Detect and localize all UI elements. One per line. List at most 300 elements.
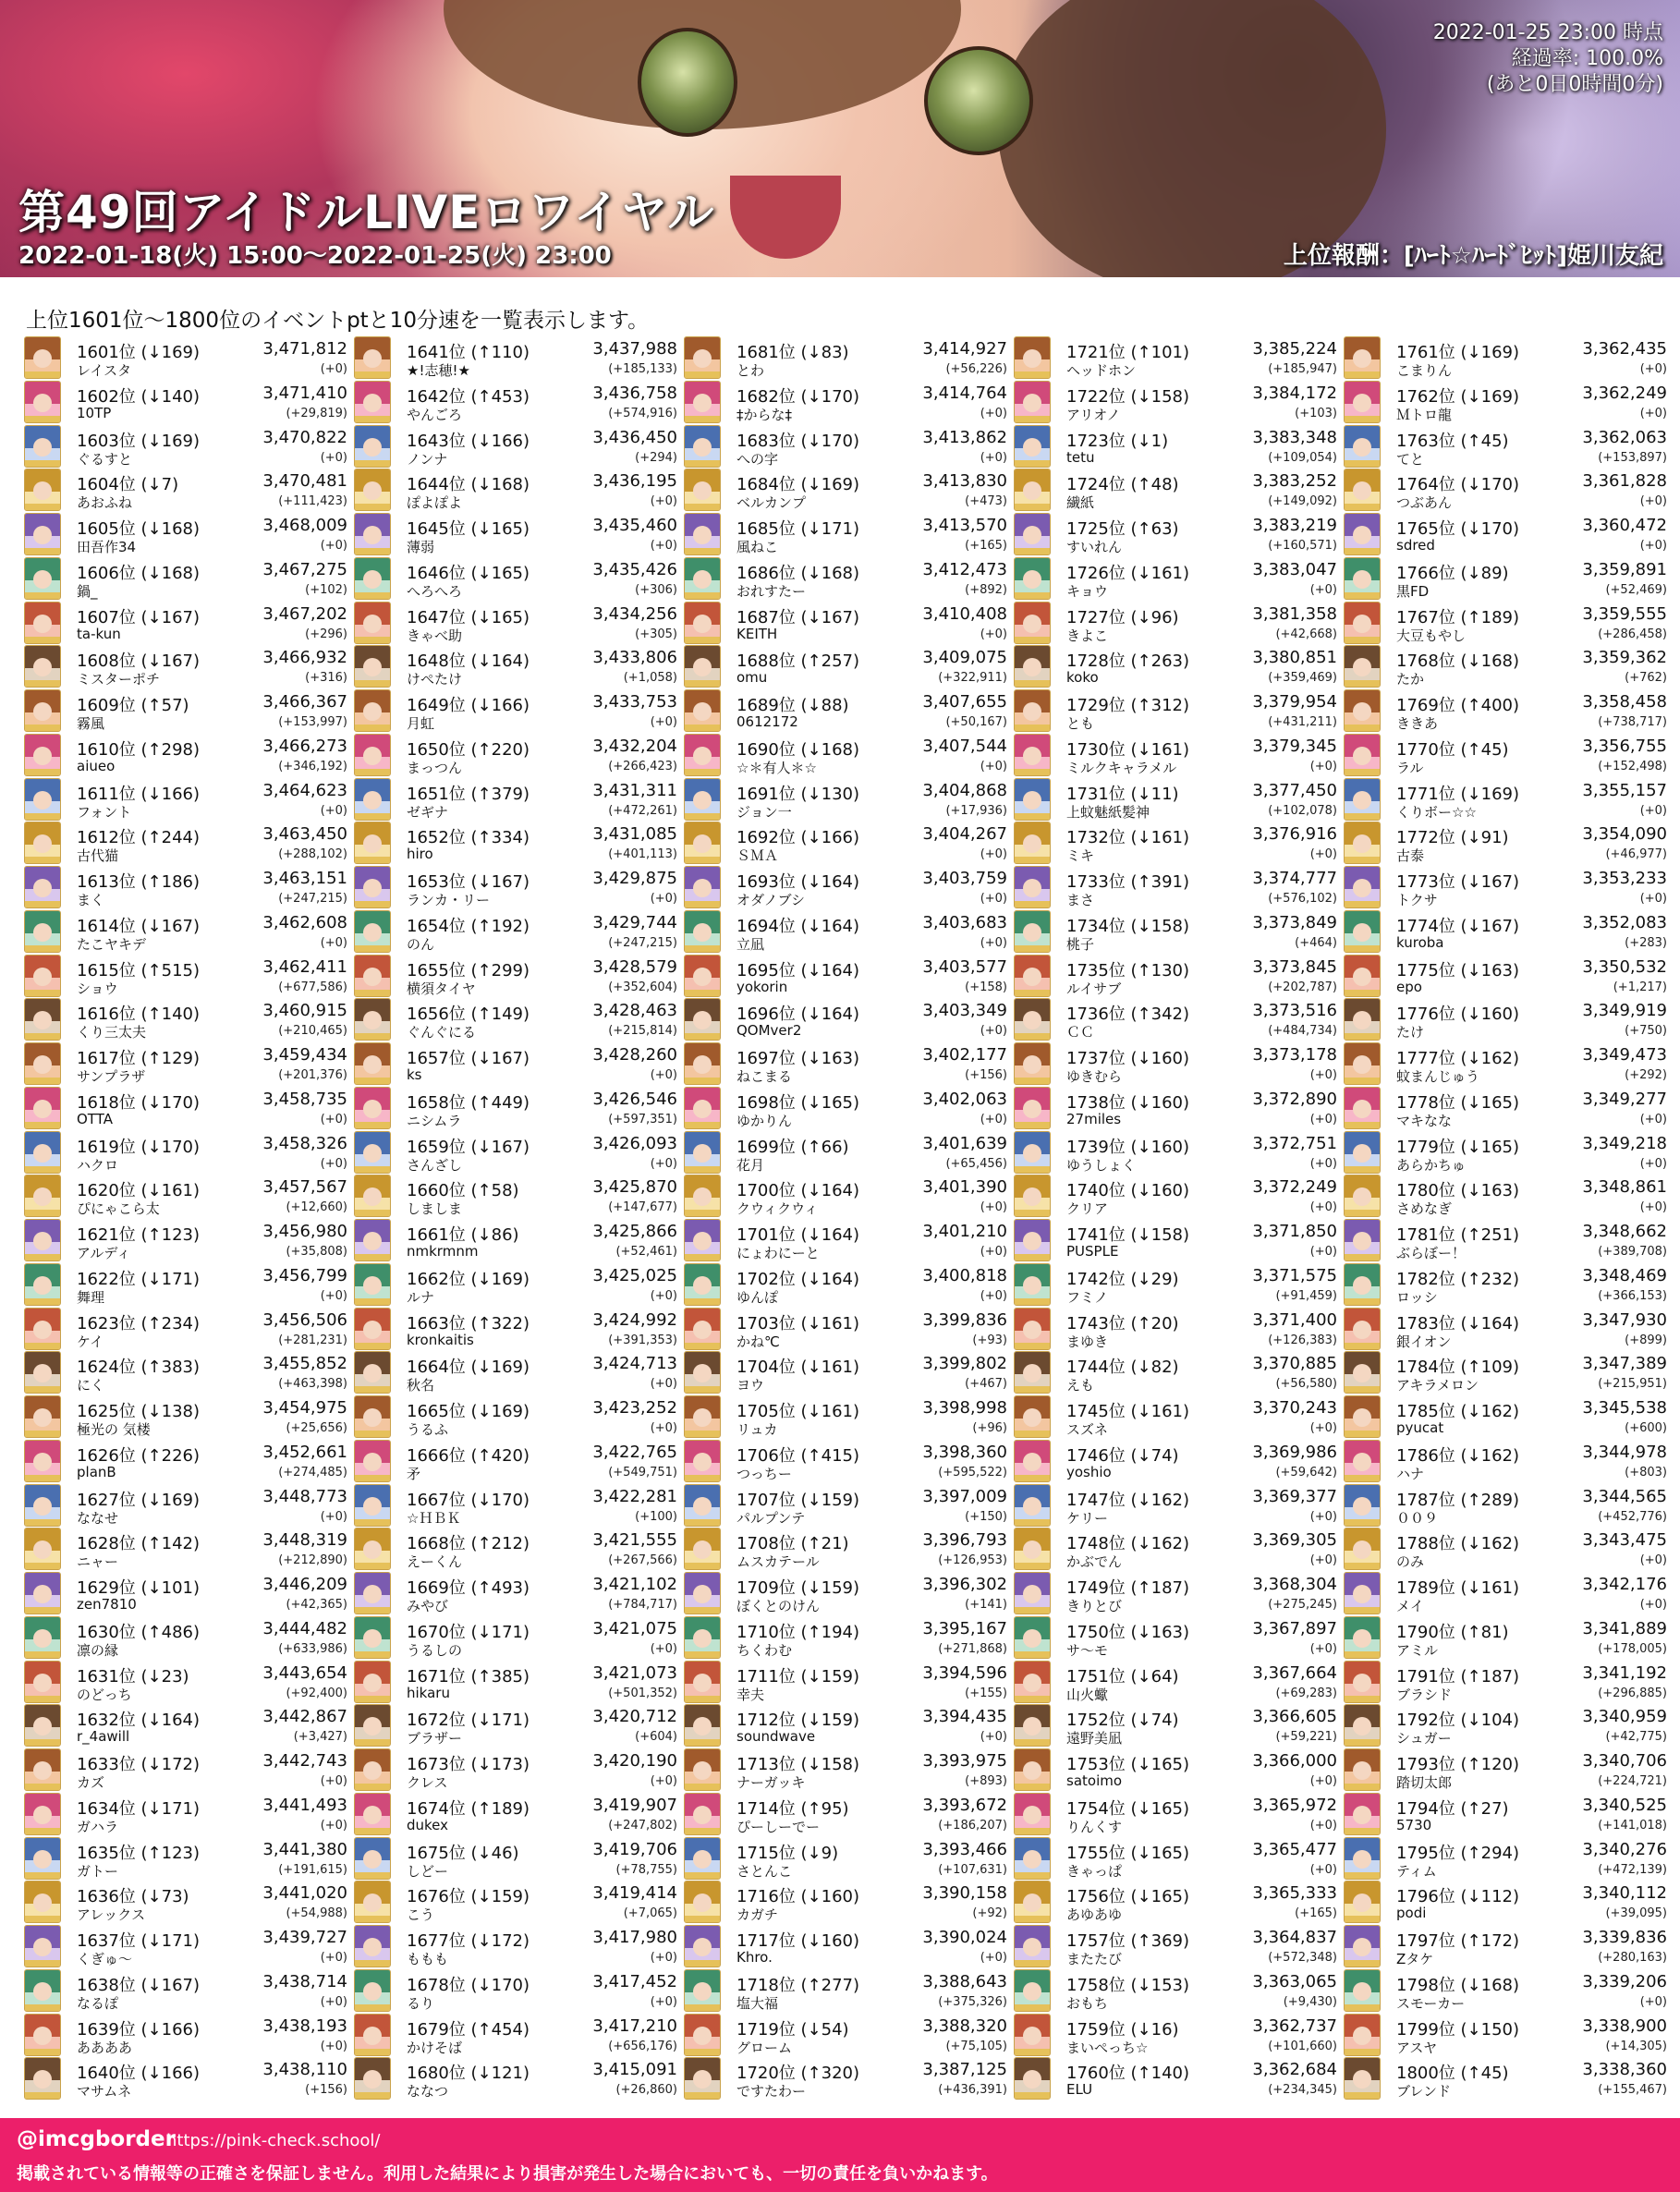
- rank-text: 1764位 (↓170): [1396, 475, 1520, 495]
- rank-text: 1798位 (↓168): [1396, 1975, 1520, 1995]
- player-name: 古代猫: [77, 847, 119, 865]
- speed-text: (+0): [1639, 1994, 1667, 2009]
- idol-card-thumbnail: [1344, 1042, 1381, 1085]
- rank-text: 1645位 (↓165): [407, 519, 530, 539]
- rank-text: 1697位 (↓163): [737, 1049, 860, 1068]
- idol-card-thumbnail: [1344, 1969, 1381, 2012]
- idol-card-thumbnail: [1014, 1308, 1051, 1350]
- player-name: ケイ: [77, 1333, 103, 1350]
- score-text: 3,441,020: [262, 1883, 347, 1904]
- ranking-row: [24, 732, 347, 776]
- ranking-row: [684, 423, 1007, 468]
- ranking-row: [354, 1923, 677, 1967]
- idol-card-thumbnail: [354, 778, 391, 821]
- score-text: 3,419,414: [592, 1883, 677, 1904]
- score-text: 3,349,919: [1582, 1001, 1667, 1021]
- ranking-row: [1014, 688, 1337, 732]
- speed-text: (+0): [320, 1288, 347, 1303]
- ranking-row: [684, 1438, 1007, 1482]
- score-text: 3,458,326: [262, 1133, 347, 1153]
- score-text: 3,340,706: [1582, 1751, 1667, 1771]
- rank-text: 1706位 (↑415): [737, 1445, 860, 1466]
- idol-card-thumbnail: [684, 1131, 721, 1174]
- player-name: すいれん: [1066, 539, 1123, 555]
- speed-text: (+0): [980, 1200, 1007, 1215]
- ranking-row: [684, 953, 1007, 997]
- rank-text: 1641位 (↑110): [407, 343, 530, 362]
- idol-card-thumbnail: [684, 778, 721, 821]
- ranking-row: [24, 908, 347, 953]
- score-text: 3,403,577: [922, 956, 1007, 977]
- idol-card-thumbnail: [1014, 1793, 1051, 1835]
- idol-card-thumbnail: [684, 1969, 721, 2012]
- ranking-row: [24, 555, 347, 600]
- score-text: 3,429,875: [592, 869, 677, 888]
- score-text: 3,395,167: [922, 1618, 1007, 1638]
- idol-card-thumbnail: [24, 602, 61, 644]
- ranking-row: [684, 1570, 1007, 1614]
- ranking-column: [1344, 335, 1667, 2100]
- rank-text: 1800位 (↑45): [1396, 2064, 1509, 2084]
- score-text: 3,340,112: [1582, 1883, 1667, 1904]
- player-name: nmkrmnm: [407, 1243, 479, 1260]
- player-name: フォント: [77, 803, 132, 821]
- speed-text: (+0): [980, 450, 1007, 465]
- speed-text: (+633,986): [278, 1641, 347, 1656]
- score-text: 3,434,256: [592, 603, 677, 624]
- rank-text: 1739位 (↓160): [1066, 1137, 1190, 1157]
- score-text: 3,376,916: [1252, 824, 1337, 845]
- player-name: 月虹: [407, 715, 435, 732]
- rank-text: 1683位 (↓170): [737, 431, 860, 451]
- idol-card-thumbnail: [354, 1131, 391, 1174]
- speed-text: (+12,660): [286, 1200, 347, 1215]
- rank-text: 1717位 (↓160): [737, 1931, 860, 1951]
- rank-text: 1786位 (↓162): [1396, 1445, 1520, 1466]
- ranking-row: [1344, 1747, 1667, 1791]
- score-text: 3,387,125: [922, 2060, 1007, 2080]
- speed-text: (+893): [965, 1774, 1007, 1788]
- ranking-row: [24, 335, 347, 379]
- score-text: 3,373,178: [1252, 1045, 1337, 1065]
- ranking-row: [354, 1217, 677, 1261]
- speed-text: (+0): [980, 1024, 1007, 1039]
- rank-text: 1655位 (↑299): [407, 960, 530, 980]
- player-name: へろへろ: [407, 582, 463, 600]
- speed-text: (+597,351): [608, 1112, 677, 1126]
- ranking-row: [354, 1041, 677, 1085]
- rank-text: 1732位 (↓161): [1066, 828, 1190, 848]
- player-name: てと: [1396, 450, 1425, 468]
- rank-text: 1767位 (↑189): [1396, 607, 1520, 627]
- account-link[interactable]: @imcgborder: [17, 2127, 176, 2151]
- speed-text: (+0): [1309, 1774, 1337, 1788]
- speed-text: (+59,221): [1275, 1730, 1337, 1745]
- rank-text: 1623位 (↑234): [77, 1313, 201, 1333]
- idol-card-thumbnail: [1014, 778, 1051, 821]
- ranking-row: [1014, 1835, 1337, 1880]
- speed-text: (+0): [1639, 1156, 1667, 1171]
- ranking-row: [1344, 2055, 1667, 2100]
- rank-text: 1741位 (↓158): [1066, 1225, 1190, 1245]
- speed-text: (+750): [1625, 1024, 1667, 1039]
- idol-card-thumbnail: [1014, 1925, 1051, 1967]
- score-text: 3,443,654: [262, 1662, 347, 1683]
- rank-text: 1619位 (↓170): [77, 1137, 201, 1157]
- rank-text: 1794位 (↑27): [1396, 1798, 1509, 1819]
- rank-text: 1664位 (↓169): [407, 1358, 530, 1378]
- player-name: ニャー: [77, 1553, 119, 1571]
- speed-text: (+0): [650, 715, 677, 729]
- player-name: ジョン一: [737, 803, 792, 821]
- ranking-row: [354, 996, 677, 1041]
- ranking-row: [1344, 1659, 1667, 1703]
- player-name: 秋名: [407, 1377, 435, 1394]
- idol-card-thumbnail: [354, 1484, 391, 1527]
- idol-card-thumbnail: [1344, 1704, 1381, 1747]
- score-text: 3,390,024: [922, 1928, 1007, 1947]
- score-text: 3,463,151: [262, 869, 347, 888]
- idol-card-thumbnail: [684, 822, 721, 864]
- rank-text: 1791位 (↑187): [1396, 1666, 1520, 1687]
- player-name: まさ: [1066, 892, 1095, 908]
- ranking-row: [24, 1482, 347, 1527]
- idol-card-thumbnail: [1344, 1793, 1381, 1835]
- ranking-row: [354, 1349, 677, 1394]
- score-text: 3,414,927: [922, 339, 1007, 359]
- idol-card-thumbnail: [354, 1881, 391, 1923]
- score-text: 3,369,986: [1252, 1442, 1337, 1462]
- player-name: ですたわー: [737, 2083, 807, 2101]
- idol-card-thumbnail: [684, 1042, 721, 1085]
- rank-text: 1693位 (↓164): [737, 872, 860, 892]
- rank-text: 1770位 (↑45): [1396, 739, 1509, 760]
- score-text: 3,466,273: [262, 736, 347, 756]
- ranking-row: [354, 820, 677, 864]
- rank-text: 1740位 (↓160): [1066, 1181, 1190, 1201]
- idol-card-thumbnail: [1014, 1572, 1051, 1614]
- score-text: 3,417,452: [592, 1971, 677, 1991]
- score-text: 3,433,806: [592, 648, 677, 668]
- rank-text: 1632位 (↓164): [77, 1711, 201, 1731]
- score-text: 3,369,305: [1252, 1530, 1337, 1551]
- speed-text: (+366,153): [1598, 1288, 1667, 1303]
- idol-card-thumbnail: [24, 513, 61, 555]
- player-name: tetu: [1066, 448, 1095, 466]
- score-text: 3,432,204: [592, 736, 677, 756]
- speed-text: (+155): [965, 1686, 1007, 1700]
- rank-text: 1702位 (↓164): [737, 1269, 860, 1289]
- rank-text: 1749位 (↑187): [1066, 1578, 1190, 1598]
- score-text: 3,403,349: [922, 1001, 1007, 1021]
- ranking-row: [1014, 1173, 1337, 1217]
- rank-text: 1711位 (↓159): [737, 1666, 860, 1687]
- score-text: 3,468,009: [262, 516, 347, 535]
- rank-text: 1735位 (↑130): [1066, 960, 1190, 980]
- rank-text: 1625位 (↓138): [77, 1402, 201, 1421]
- score-text: 3,413,862: [922, 427, 1007, 447]
- score-text: 3,373,516: [1252, 1001, 1337, 1021]
- ranking-row: [1344, 820, 1667, 864]
- idol-card-thumbnail: [24, 645, 61, 688]
- ranking-row: [1014, 1085, 1337, 1129]
- speed-text: (+484,734): [1268, 1024, 1337, 1039]
- ranking-row: [1014, 1438, 1337, 1482]
- speed-text: (+102): [305, 582, 347, 597]
- idol-card-thumbnail: [684, 1175, 721, 1217]
- rank-text: 1654位 (↑192): [407, 916, 530, 936]
- score-text: 3,348,662: [1582, 1222, 1667, 1241]
- speed-text: (+0): [980, 1245, 1007, 1259]
- rank-text: 1703位 (↓161): [737, 1313, 860, 1333]
- rank-text: 1775位 (↓163): [1396, 960, 1520, 980]
- speed-text: (+153,897): [1598, 450, 1667, 465]
- idol-card-thumbnail: [1344, 1131, 1381, 1174]
- ranking-row: [1014, 1129, 1337, 1174]
- score-text: 3,380,851: [1252, 648, 1337, 668]
- rank-text: 1688位 (↑257): [737, 652, 860, 672]
- ranking-row: [24, 1614, 347, 1659]
- speed-text: (+0): [980, 406, 1007, 420]
- rank-text: 1686位 (↓168): [737, 563, 860, 583]
- ranking-row: [354, 1438, 677, 1482]
- score-text: 3,422,765: [592, 1442, 677, 1462]
- score-text: 3,397,009: [922, 1486, 1007, 1506]
- speed-text: (+0): [1309, 582, 1337, 597]
- idol-card-thumbnail: [354, 1175, 391, 1217]
- idol-card-thumbnail: [1014, 734, 1051, 776]
- score-text: 3,448,319: [262, 1530, 347, 1551]
- score-text: 3,462,411: [262, 956, 347, 977]
- ranking-row: [684, 1349, 1007, 1394]
- player-name: えも: [1066, 1377, 1095, 1394]
- idol-card-thumbnail: [1344, 1528, 1381, 1570]
- status-box: [1433, 20, 1663, 98]
- ranking-row: [1344, 511, 1667, 555]
- score-text: 3,404,868: [922, 780, 1007, 800]
- rank-text: 1723位 (↓1): [1066, 431, 1169, 451]
- rank-text: 1736位 (↑342): [1066, 1005, 1190, 1025]
- speed-text: (+50,167): [945, 715, 1007, 729]
- player-name: ぴーしーでー: [737, 1818, 821, 1835]
- score-text: 3,373,845: [1252, 956, 1337, 977]
- idol-card-thumbnail: [1014, 1395, 1051, 1438]
- idol-card-thumbnail: [1344, 998, 1381, 1041]
- ranking-row: [684, 1129, 1007, 1174]
- speed-text: (+296): [305, 627, 347, 641]
- rank-text: 1742位 (↓29): [1066, 1269, 1179, 1289]
- idol-card-thumbnail: [24, 1837, 61, 1880]
- player-name: ゆかりん: [737, 1112, 793, 1129]
- character-eye-left: [638, 28, 737, 137]
- player-name: sdred: [1396, 537, 1435, 554]
- speed-text: (+3,427): [293, 1730, 347, 1745]
- idol-card-thumbnail: [1014, 998, 1051, 1041]
- idol-card-thumbnail: [1014, 1528, 1051, 1570]
- ranking-row: [1014, 1394, 1337, 1438]
- ranking-row: [684, 1747, 1007, 1791]
- ranking-row: [354, 379, 677, 423]
- speed-text: (+296,885): [1598, 1686, 1667, 1700]
- speed-text: (+0): [650, 1774, 677, 1788]
- speed-text: (+283): [1625, 935, 1667, 950]
- speed-text: (+126,953): [938, 1553, 1007, 1568]
- idol-card-thumbnail: [1344, 1572, 1381, 1614]
- player-name: あゆあゆ: [1066, 1906, 1123, 1924]
- speed-text: (+52,469): [1605, 582, 1667, 597]
- ranking-row: [684, 1791, 1007, 1835]
- ranking-row: [684, 1173, 1007, 1217]
- idol-card-thumbnail: [354, 336, 391, 379]
- player-name: 踏切太郎: [1396, 1774, 1453, 1791]
- ranking-row: [24, 1129, 347, 1174]
- score-text: 3,349,473: [1582, 1045, 1667, 1065]
- idol-card-thumbnail: [1014, 513, 1051, 555]
- speed-text: (+153,997): [278, 715, 347, 729]
- rank-text: 1793位 (↑120): [1396, 1755, 1520, 1774]
- idol-card-thumbnail: [1014, 602, 1051, 644]
- player-name: KEITH: [737, 625, 778, 642]
- rank-text: 1610位 (↑298): [77, 739, 201, 760]
- rank-text: 1695位 (↓164): [737, 960, 860, 980]
- player-name: 上蚊魅紙髪神: [1066, 803, 1150, 821]
- ranking-row: [354, 864, 677, 908]
- score-text: 3,448,773: [262, 1486, 347, 1506]
- rank-text: 1747位 (↓162): [1066, 1490, 1190, 1510]
- score-text: 3,421,555: [592, 1530, 677, 1551]
- score-text: 3,363,065: [1252, 1971, 1337, 1991]
- ranking-row: [684, 1967, 1007, 2012]
- ranking-row: [1344, 996, 1667, 1041]
- score-text: 3,396,793: [922, 1530, 1007, 1551]
- score-text: 3,401,639: [922, 1133, 1007, 1153]
- event-period: 2022-01-18(火) 15:00～2022-01-25(火) 23:00: [18, 242, 612, 270]
- score-text: 3,398,360: [922, 1442, 1007, 1462]
- idol-card-thumbnail: [354, 1661, 391, 1703]
- ranking-column: [684, 335, 1007, 2100]
- player-name: さんざし: [407, 1156, 463, 1174]
- idol-card-thumbnail: [24, 425, 61, 468]
- player-name: かぶでん: [1066, 1553, 1123, 1571]
- ranking-row: [684, 1702, 1007, 1747]
- rank-text: 1707位 (↓159): [737, 1490, 860, 1510]
- idol-card-thumbnail: [24, 1748, 61, 1791]
- ranking-row: [24, 1394, 347, 1438]
- ranking-row: [1344, 600, 1667, 644]
- ranking-row: [1344, 776, 1667, 821]
- idol-card-thumbnail: [684, 1087, 721, 1129]
- ranking-row: [24, 1349, 347, 1394]
- rank-text: 1620位 (↓161): [77, 1181, 201, 1201]
- speed-text: (+0): [1639, 1598, 1667, 1612]
- ranking-row: [1014, 820, 1337, 864]
- player-name: クウィクウィ: [737, 1200, 819, 1218]
- player-name: ニシムラ: [407, 1112, 462, 1129]
- ranking-row: [684, 1482, 1007, 1527]
- speed-text: (+656,176): [608, 2039, 677, 2053]
- score-text: 3,426,093: [592, 1133, 677, 1153]
- ranking-row: [354, 1482, 677, 1527]
- rank-text: 1684位 (↓169): [737, 475, 860, 495]
- idol-card-thumbnail: [354, 910, 391, 953]
- site-link[interactable]: https://pink-check.school/: [166, 2131, 381, 2150]
- score-text: 3,438,714: [262, 1971, 347, 1991]
- ranking-row: [354, 908, 677, 953]
- idol-card-thumbnail: [354, 1440, 391, 1482]
- disclaimer: 掲載されている情報等の正確さを保証しません。利用した結果により損害が発生した場合においても、一切の責任を負いかねます。: [17, 2164, 998, 2184]
- speed-text: (+96): [972, 1421, 1007, 1435]
- player-name: ぐるすと: [77, 450, 133, 468]
- player-name: ああああ: [77, 2039, 133, 2056]
- character-mouth: [730, 176, 841, 259]
- ranking-row: [1344, 1085, 1667, 1129]
- rank-text: 1690位 (↓168): [737, 739, 860, 760]
- rank-text: 1635位 (↑123): [77, 1843, 201, 1863]
- player-name: マサムネ: [77, 2083, 132, 2101]
- rank-text: 1644位 (↓168): [407, 475, 530, 495]
- top-reward: 上位報酬：[ﾊｰﾄ☆ﾊｰﾄﾞﾋｯﾄ]姫川友紀: [1283, 242, 1663, 270]
- ranking-row: [684, 1217, 1007, 1261]
- player-name: かね℃: [737, 1333, 780, 1350]
- player-name: うるしの: [407, 1641, 463, 1659]
- speed-text: (+401,113): [608, 847, 677, 862]
- rank-text: 1705位 (↓161): [737, 1402, 860, 1421]
- idol-card-thumbnail: [684, 689, 721, 732]
- score-text: 3,371,575: [1252, 1265, 1337, 1285]
- score-text: 3,359,555: [1582, 603, 1667, 624]
- player-name: シュガー: [1396, 1730, 1452, 1748]
- rank-text: 1649位 (↓166): [407, 696, 530, 715]
- speed-text: (+0): [1639, 539, 1667, 553]
- score-text: 3,424,992: [592, 1309, 677, 1330]
- player-name: えーくん: [407, 1553, 463, 1571]
- speed-text: (+1,217): [1613, 980, 1667, 994]
- player-name: ☆ＨＢＫ: [407, 1509, 461, 1527]
- speed-text: (+42,775): [1605, 1730, 1667, 1745]
- score-text: 3,460,915: [262, 1001, 347, 1021]
- score-text: 3,344,565: [1582, 1486, 1667, 1506]
- rank-text: 1738位 (↓160): [1066, 1092, 1190, 1113]
- rank-text: 1799位 (↓150): [1396, 2019, 1520, 2040]
- idol-card-thumbnail: [1014, 1263, 1051, 1306]
- rank-text: 1608位 (↓167): [77, 652, 201, 672]
- speed-text: (+202,787): [1268, 980, 1337, 994]
- speed-text: (+1,058): [623, 671, 677, 686]
- rank-text: 1638位 (↓167): [77, 1975, 201, 1995]
- idol-card-thumbnail: [684, 1704, 721, 1747]
- score-text: 3,428,579: [592, 956, 677, 977]
- idol-card-thumbnail: [1344, 689, 1381, 732]
- rank-text: 1640位 (↓166): [77, 2064, 201, 2084]
- ranking-row: [1014, 1879, 1337, 1923]
- player-name: kronkaitis: [407, 1331, 474, 1348]
- ranking-row: [24, 600, 347, 644]
- rank-text: 1728位 (↑263): [1066, 652, 1190, 672]
- idol-card-thumbnail: [24, 734, 61, 776]
- idol-card-thumbnail: [1014, 1616, 1051, 1659]
- speed-text: (+389,708): [1598, 1245, 1667, 1259]
- ranking-row: [354, 335, 677, 379]
- player-name: ks: [407, 1066, 422, 1083]
- idol-card-thumbnail: [24, 1572, 61, 1614]
- player-name: アスヤ: [1396, 2039, 1438, 2056]
- speed-text: (+0): [650, 1068, 677, 1082]
- idol-card-thumbnail: [24, 1263, 61, 1306]
- speed-text: (+126,383): [1268, 1333, 1337, 1347]
- ranking-row: [24, 1306, 347, 1350]
- ranking-row: [24, 1791, 347, 1835]
- ranking-row: [24, 1923, 347, 1967]
